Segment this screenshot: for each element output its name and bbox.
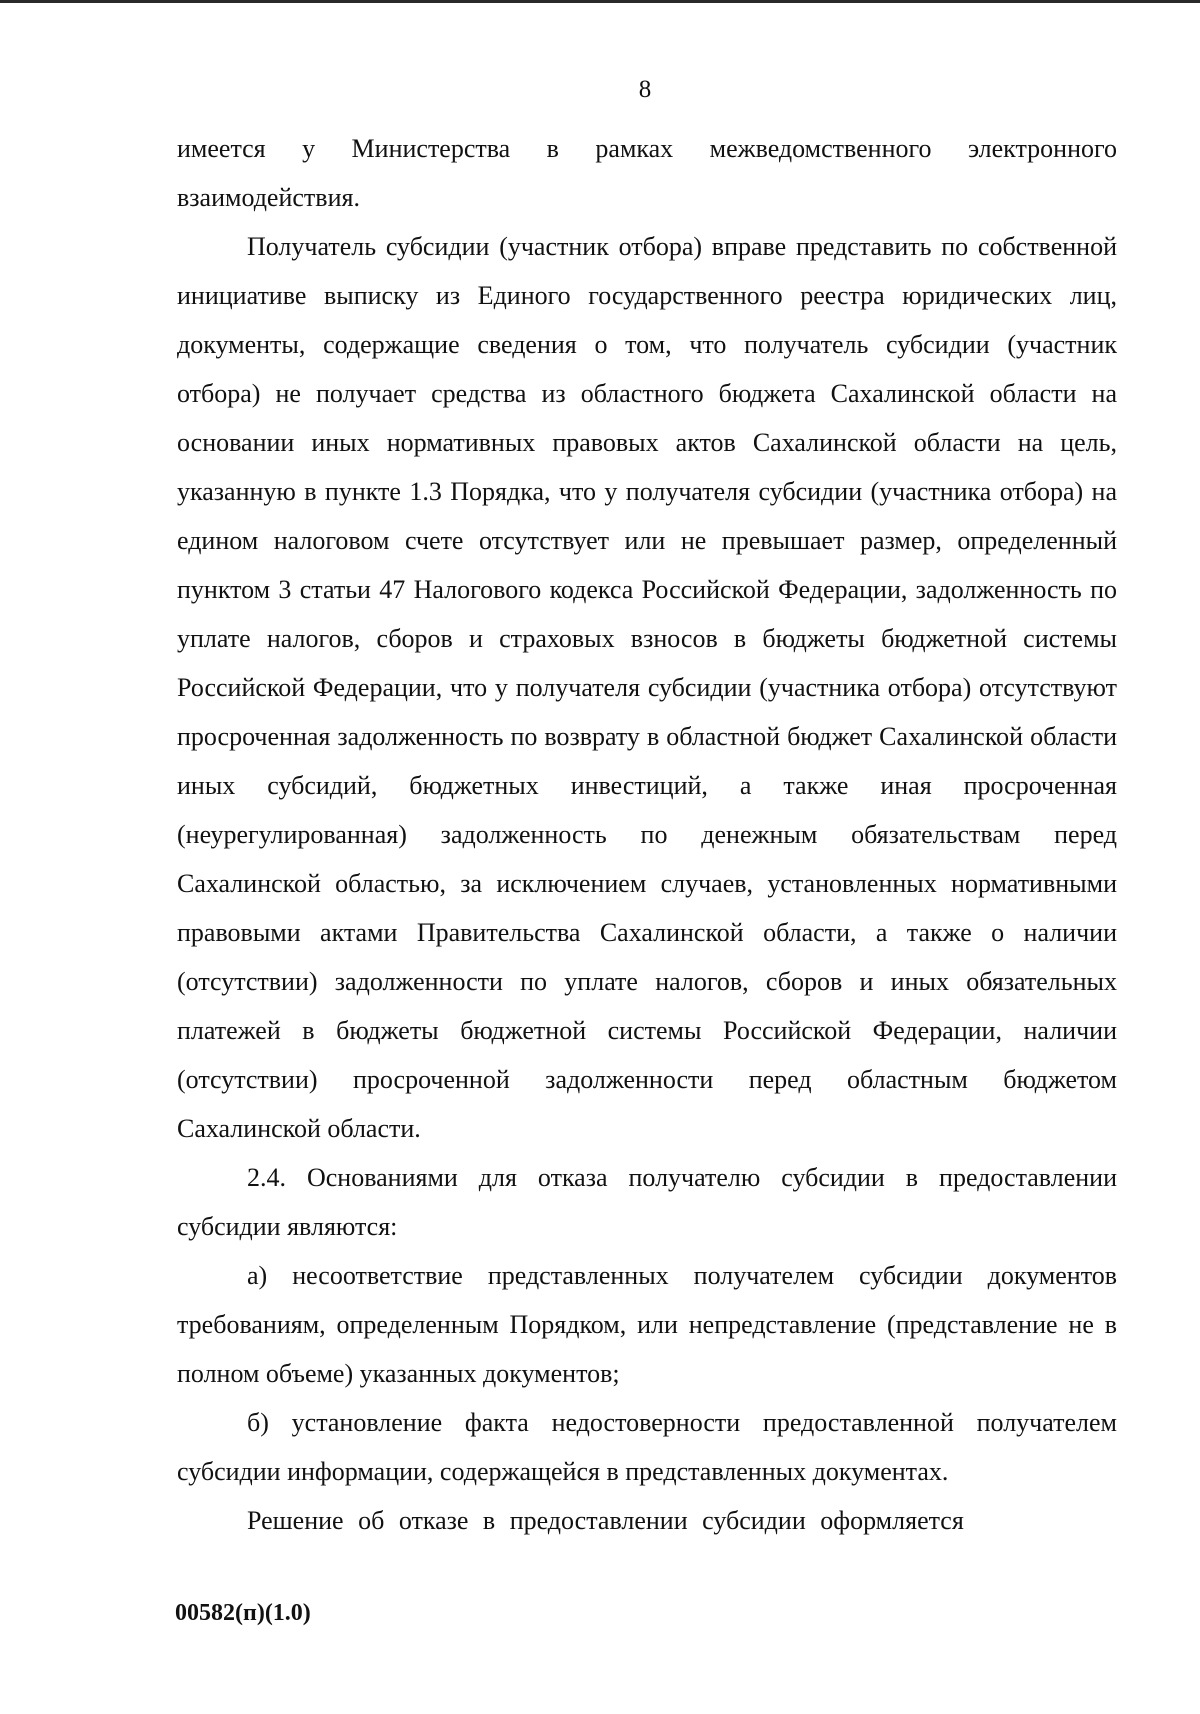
page-top-edge bbox=[0, 0, 1200, 3]
document-code: 00582(п)(1.0) bbox=[175, 1600, 311, 1626]
paragraph-2-4-heading: 2.4. Основаниями для отказа получателю субсидии в предоставлении субсидии являются: bbox=[177, 1163, 1117, 1241]
paragraph-refusal-decision: Решение об отказе в предоставлении субсидии оформляется bbox=[247, 1506, 964, 1535]
document-body bbox=[177, 124, 1117, 1545]
paragraph-recipient-rights: Получатель субсидии (участник отбора) вправе представить по собственной инициативе выписку из Единого государственного реестра юридических лиц, документы, содержащие сведения о том, что получатель субсидии (участник отбора) не получает средства из областного бюджета Сахалинской области на основании иных нормативных правовых актов Сахалинской области на цель, указанную в пункте 1.3 Порядка, что у получателя субсидии (участника отбора) на едином налоговом счете отсутствует или не превышает размер, определенный пунктом 3 статьи 47 Налогового кодекса Российской Федерации, задолженность по уплате налогов, сборов и страховых взносов в бюджеты бюджетной системы Российской Федерации, что у получателя субсидии (участника отбора) отсутствуют просроченная задолженность по возврату в областной бюджет Сахалинской области иных субсидий, бюджетных инвестиций, а также иная просроченная (неурегулированная) задолженность по денежным обязательствам перед Сахалинской областью, за исключением случаев, установленных нормативными правовыми актами Правительства Сахалинской области, а также о наличии (отсутствии) задолженности по уплате налогов, сборов и иных обязательных платежей в бюджеты бюджетной системы Российской Федерации, наличии (отсутствии) просроченной задолженности перед областным бюджетом Сахалинской области. bbox=[177, 232, 1117, 1143]
list-item-a: а) несоответствие представленных получателем субсидии документов требованиям, определенным Порядком, или непредставление (представление не в полном объеме) указанных документов; bbox=[177, 1261, 1117, 1388]
paragraph-continuation: имеется у Министерства в рамках межведомственного электронного взаимодействия. bbox=[177, 134, 1117, 212]
list-item-b: б) установление факта недостоверности предоставленной получателем субсидии информации, содержащейся в представленных документах. bbox=[177, 1408, 1117, 1486]
page-number: 8 bbox=[638, 76, 652, 103]
